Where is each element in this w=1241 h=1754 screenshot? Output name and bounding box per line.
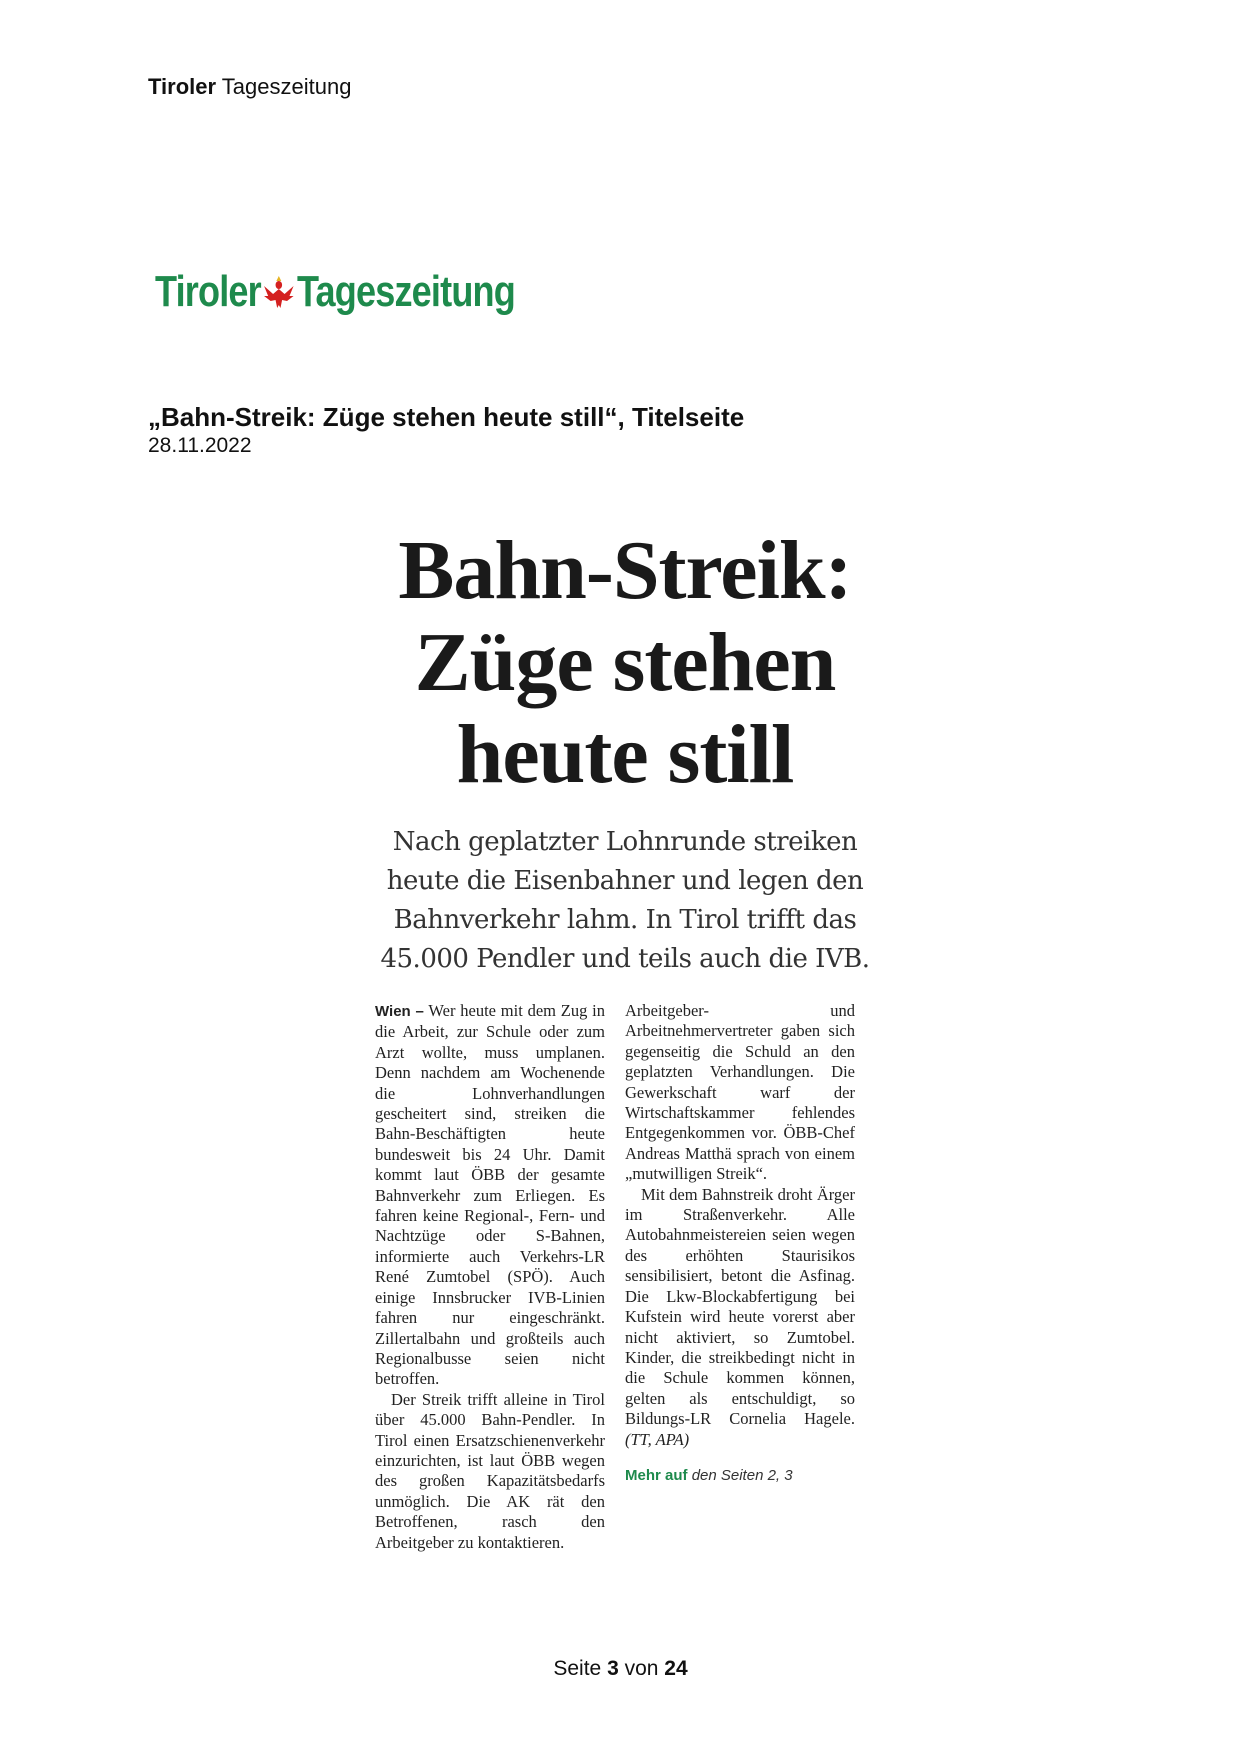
paragraph-text: Wer heute mit dem Zug in die Arbeit, zur Schule oder zum Arzt wollte, muss umplanen. Denn nachdem am Wochenende die Lohnverhandlungen gescheitert sind, streiken die Bahn-Beschäftigten heute bundesweit bis 24 Uhr. Damit kommt laut ÖBB der gesamte Bahnverkehr zum Erliegen. Es fahren keine Regional-, Fern- und Nachtzüge oder S-Bahnen, informierte auch Verkehrs-LR René Zumtobel (SPÖ). Auch einige Innsbrucker IVB-Linien fahren nur eingeschränkt. Zillertalbahn und großteils auch Regionalbusse seien nicht betroffen. bbox=[375, 1001, 605, 1389]
article-paragraph bbox=[625, 1185, 855, 1450]
article-headline bbox=[375, 525, 875, 801]
article-credit: (TT, APA) bbox=[625, 1429, 690, 1449]
paragraph-text: Mit dem Bahnstreik droht Ärger im Straßenverkehr. Alle Autobahnmeistereien seien wegen des erhöhten Staurisikos sensibilisiert, betont die Asfinag. Die Lkw-Blockabfertigung bei Kufstein wird heute vorerst aber nicht aktiviert, so Zumtobel. Kinder, die streikbedingt nicht in die Schule kommen können, gelten als entschuldigt, so Bildungs-LR Cornelia Hagele. bbox=[625, 1184, 855, 1429]
more-pages: den Seiten 2, 3 bbox=[691, 1466, 793, 1484]
publication-name-bold: Tiroler bbox=[148, 74, 217, 99]
article-column-1 bbox=[375, 1001, 605, 1553]
article-paragraph bbox=[375, 1001, 605, 1390]
article-lead: Nach geplatzter Lohnrunde streiken heute die Eisenbahner und legen den Bahnverkehr lahm. In Tirol trifft das 45.000 Pendler und teils auch die IVB. bbox=[380, 827, 870, 974]
page-footer bbox=[0, 1657, 1241, 1681]
more-pages-reference bbox=[625, 1466, 855, 1486]
headline-line-2: Züge stehen bbox=[414, 616, 836, 709]
article-column-2 bbox=[625, 1001, 855, 1553]
tyrolean-eagle-icon bbox=[263, 272, 296, 312]
dateline: Wien – bbox=[375, 1003, 424, 1020]
current-page-number: 3 bbox=[607, 1657, 619, 1680]
article-paragraph: Arbeitgeber- und Arbeitnehmervertreter gaben sich gegenseitig die Schuld an den geplatzten Verhandlungen. Die Gewerkschaft warf der Wirtschaftskammer fehlendes Entgegenkommen vor. ÖBB-Chef Andreas Matthä sprach von einem „mutwilligen Streik“. bbox=[625, 1001, 855, 1184]
more-label: Mehr auf bbox=[625, 1466, 688, 1484]
article-body bbox=[375, 1001, 875, 1553]
newspaper-logo bbox=[155, 262, 515, 322]
total-pages: 24 bbox=[664, 1657, 688, 1680]
footer-prefix: Seite bbox=[553, 1657, 602, 1680]
logo-text-left: Tiroler bbox=[155, 267, 261, 316]
headline-line-1: Bahn-Streik: bbox=[398, 524, 852, 617]
document-date: 28.11.2022 bbox=[148, 434, 252, 457]
publication-name-rest: Tageszeitung bbox=[221, 74, 352, 99]
publication-header bbox=[148, 74, 351, 100]
footer-middle: von bbox=[624, 1657, 659, 1680]
headline-line-3: heute still bbox=[456, 708, 794, 801]
logo-text-right: Tageszeitung bbox=[296, 267, 515, 316]
article-clipping bbox=[375, 525, 875, 1553]
article-paragraph: Der Streik trifft alleine in Tirol über 45.000 Bahn-Pendler. In Tirol einen Ersatzschienenverkehr einzurichten, ist laut ÖBB wegen des großen Kapazitätsbedarfs unmöglich. Die AK rät den Betroffenen, rasch den Arbeitgeber zu kontaktieren. bbox=[375, 1389, 605, 1552]
document-title: „Bahn-Streik: Züge stehen heute still“, Titelseite bbox=[148, 402, 745, 432]
